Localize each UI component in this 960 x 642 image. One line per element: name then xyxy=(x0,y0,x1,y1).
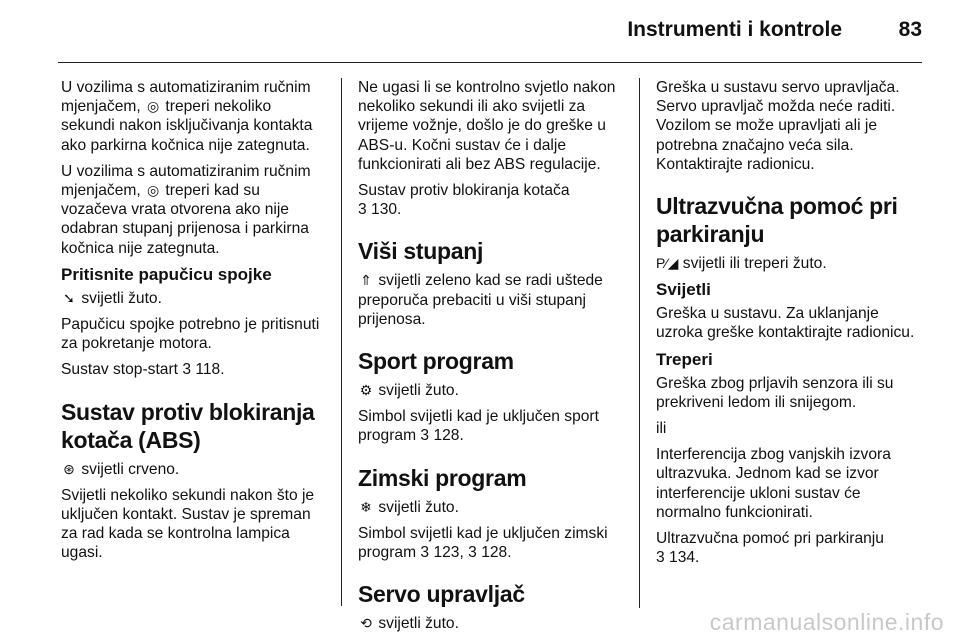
ref-arrow-icon: 3 xyxy=(358,201,367,219)
stopstart-ref: Sustav stop-start 3 118. xyxy=(61,361,225,379)
winter-mode-icon: ❄ xyxy=(360,498,372,515)
abs-status: ⊛ svijetli crveno. xyxy=(61,460,329,479)
page-title: Instrumenti i kontrole xyxy=(627,18,842,41)
heading-parking-assist: Ultrazvučna pomoć pri parkiranju xyxy=(656,193,898,248)
ref-arrow-icon: 3 xyxy=(468,544,477,562)
page-link[interactable]: 123, xyxy=(433,544,464,562)
column-divider xyxy=(341,78,342,606)
column-2 xyxy=(358,78,628,640)
parking-assist-ref: Ultrazvučna pomoć pri parkiranju 3 134. xyxy=(656,530,884,567)
steering-status: ⟲ svijetli žuto. xyxy=(358,614,628,633)
upshift-text: ⇑ svijetli zeleno kad se radi uštede preporuča prebaciti u viši stupanj prijenosa. xyxy=(358,272,603,328)
winter-status: ❄ svijetli žuto. xyxy=(358,498,628,517)
column-1 xyxy=(61,78,329,570)
page-link[interactable]: 134. xyxy=(669,549,700,567)
page-link[interactable]: 130. xyxy=(371,201,402,219)
ref-arrow-icon: 3 xyxy=(420,427,430,445)
paragraph-parking-brake-2: U vozilima s automatiziranim ručnim mjenjačem, ◎ treperi kad su vozačeva vrata otvorena ako nije odabran stupanj prijenosa i parkirna kočnica nije zategnuta. xyxy=(61,162,311,257)
sport-text: Simbol svijetli kad je uključen sport program 3 128. xyxy=(358,408,599,445)
clutch-icon: ➘ xyxy=(63,289,75,306)
abs-text: Svijetli nekoliko sekundi nakon što je uključen kontakt. Sustav je spreman za rad kada se kontrolna lampica ugasi. xyxy=(61,486,315,562)
column-3 xyxy=(656,78,926,574)
heading-lit: Svijetli xyxy=(656,280,711,300)
heading-clutch: Pritisnite papučicu spojke xyxy=(61,264,272,284)
heading-flashing: Treperi xyxy=(656,349,713,369)
parking-assist-icon: P⁄◢ xyxy=(656,255,679,272)
ref-arrow-icon: 3 xyxy=(182,361,192,379)
heading-sport: Sport program xyxy=(358,348,514,375)
ref-arrow-icon: 3 xyxy=(420,544,430,562)
steering-continued: Greška u sustavu servo upravljača. Servo upravljač možda neće raditi. Vozilom se može upravljati ali je potrebna značajno veća sila. Kontaktirajte radionicu. xyxy=(656,79,900,173)
ref-arrow-icon: 3 xyxy=(656,549,665,567)
heading-upshift: Viši stupanj xyxy=(358,238,484,265)
heading-winter: Zimski program xyxy=(358,464,527,491)
page-link[interactable]: 128. xyxy=(433,427,464,445)
sport-mode-icon: ⚙ xyxy=(359,382,373,399)
paragraph-parking-brake-1: U vozilima s automatiziranim ručnim mjenjačem, ◎ treperi nekoliko sekundi nakon isključivanja kontakta ako parkirna kočnica nije zategnuta. xyxy=(61,79,313,154)
page-header xyxy=(0,0,960,58)
heading-steering: Servo upravljač xyxy=(358,581,525,608)
power-steering-icon: ⟲ xyxy=(360,615,372,632)
flashing-text: Greška zbog prljavih senzora ili su prekriveni ledom ili snijegom. xyxy=(656,374,894,411)
parking-assist-status: P⁄◢ svijetli ili treperi žuto. xyxy=(656,255,827,273)
abs-icon: ⊛ xyxy=(63,460,75,477)
parking-brake-icon: ◎ xyxy=(146,98,160,115)
heading-abs: Sustav protiv blokiranja kotača (ABS) xyxy=(61,398,315,453)
clutch-status: ➘ svijetli žuto. xyxy=(61,289,329,308)
winter-text: Simbol svijetli kad je uključen zimski program 3 123, 3 128. xyxy=(358,524,608,562)
parking-brake-icon: ◎ xyxy=(146,182,160,199)
clutch-text: Papučicu spojke potrebno je pritisnuti za pokretanje motora. xyxy=(61,316,320,353)
interference-text: Interferencija zbog vanjskih izvora ultrazvuka. Jednom kad se izvor interferencije ukloni sustav će normalno funkcionirati. xyxy=(656,446,891,521)
sport-status: ⚙ svijetli žuto. xyxy=(359,382,459,400)
page-link[interactable]: 128. xyxy=(481,544,512,562)
column-divider xyxy=(639,78,640,608)
upshift-icon: ⇑ xyxy=(360,272,372,289)
abs-continued: Ne ugasi li se kontrolno svjetlo nakon nekoliko sekundi ili ako svijetli za vrijeme vožnje, došlo je do greške u ABS-u. Kočni sustav će i dalje funkcionirati ali bez ABS regulacije. xyxy=(358,79,616,173)
page-number: 83 xyxy=(898,18,922,41)
page-link[interactable]: 118. xyxy=(195,361,225,379)
or-text: ili xyxy=(656,420,667,438)
lit-text: Greška u sustavu. Za uklanjanje uzroka greške kontaktirajte radionicu. xyxy=(656,305,915,342)
watermark: carmanualsonline.info xyxy=(709,609,944,635)
abs-ref: Sustav protiv blokiranja kotača 3 130. xyxy=(358,182,570,219)
header-rule xyxy=(58,62,922,63)
